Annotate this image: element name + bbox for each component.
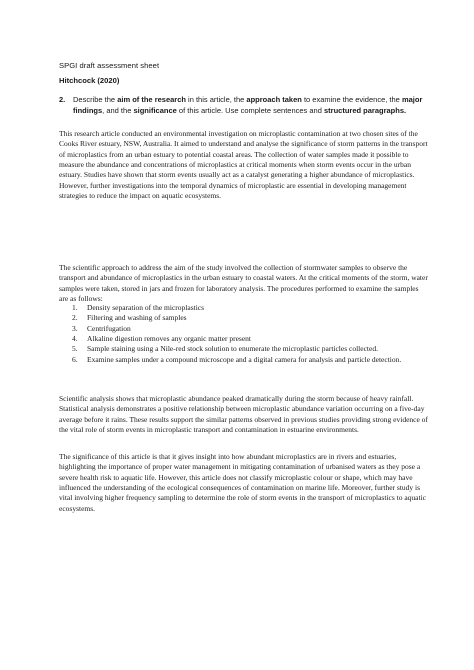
- approach-paragraph: The scientific approach to address the aim of the study involved the collection of stormwater samples to observe the transport and abundance of microplastics in the urban estuary to coastal waters. At the critical moments of the storm, water samples were taken, stored in jars and frozen for laboratory analysis. The procedures performed to examine the samples are as follows:: [59, 263, 428, 304]
- procedure-number: 6.: [72, 354, 78, 364]
- procedure-item: [59, 334, 429, 344]
- procedure-number: 3.: [72, 323, 78, 333]
- procedure-list: [59, 303, 429, 365]
- procedure-number: 4.: [72, 334, 78, 344]
- question-text-part: of this article. Use complete sentences and: [176, 106, 324, 116]
- procedure-text: Examine samples under a compound microscope and a digital camera for analysis and particle detection.: [87, 354, 402, 364]
- significance-paragraph: The significance of this article is that it gives insight into how abundant microplastics are in rivers and estuaries, highlighting the importance of proper water management in mitigating contamination of urbanised waters as they pose a severe health risk to aquatic life. However, this article does not classify microplastic colour or shape, which may have influenced the understanding of the ecological consequences of contamination on marine life. Moreover, further study is vital involving higher frequency sampling to determine the role of storm events in the transport of microplastics to aquatic ecosystems.: [59, 452, 426, 513]
- procedure-number: 1.: [72, 303, 78, 312]
- question-text-part: Describe the: [73, 95, 118, 104]
- question-text-part: major findings: [73, 95, 423, 116]
- question-text-part: , and the: [102, 106, 134, 116]
- question-text-part: structured paragraphs.: [323, 106, 407, 116]
- article-citation: Hitchcock (2020): [59, 76, 120, 85]
- procedure-text: Centrifugation: [87, 323, 131, 333]
- question-number: 2.: [59, 95, 66, 104]
- question-prompt: [59, 94, 429, 116]
- procedure-text: Sample staining using a Nile-red stock solution to enumerate the microplastic particles collected.: [87, 344, 378, 354]
- procedure-number: 2.: [72, 313, 78, 323]
- question-text: [73, 94, 429, 116]
- procedure-text: Filtering and washing of samples: [87, 313, 187, 323]
- question-text-part: in this article, the: [185, 95, 247, 104]
- question-text-part: to examine the evidence, the: [301, 95, 402, 104]
- question-text-part: aim of the research: [117, 95, 186, 104]
- procedure-item: [59, 355, 429, 365]
- procedure-text: Alkaline digestion removes any organic matter present: [87, 334, 251, 344]
- question-text-part: significance: [133, 106, 177, 116]
- procedure-item: [59, 313, 429, 323]
- procedure-item: [59, 303, 429, 313]
- findings-paragraph: Scientific analysis shows that microplastic abundance peaked dramatically during the storm because of heavy rainfall. Statistical analysis demonstrates a positive relationship between microplastic abundance variation occurring on a five-day average before it rains. These results support the similar patterns observed in previous studies providing strong evidence of the vital role of storm events in microplastic transport and contamination in estuarine environments.: [59, 394, 428, 435]
- document-title: SPGI draft assessment sheet: [59, 61, 160, 70]
- procedure-number: 5.: [72, 344, 78, 354]
- question-text-part: approach taken: [246, 95, 302, 104]
- aim-paragraph: This research article conducted an environmental investigation on microplastic contamination at two chosen sites of the Cooks River estuary, NSW, Australia. It aimed to understand and analyse the significance of storm patterns in the transport of microplastics from an urban estuary to potential coastal areas. The collection of water samples made it possible to measure the abundance and concentrations of microplastics at critical moments when storm events occur in the urban estuary. Studies have shown that storm events usually act as a catalyst generating a higher abundance of microplastics. However, further investigations into the temporal dynamics of microplastic are essential in developing management strategies to reduce the impact on aquatic ecosystems.: [59, 129, 428, 201]
- procedure-item: [59, 324, 429, 334]
- procedure-item: [59, 344, 429, 354]
- procedure-text: Density separation of the microplastics: [87, 303, 205, 312]
